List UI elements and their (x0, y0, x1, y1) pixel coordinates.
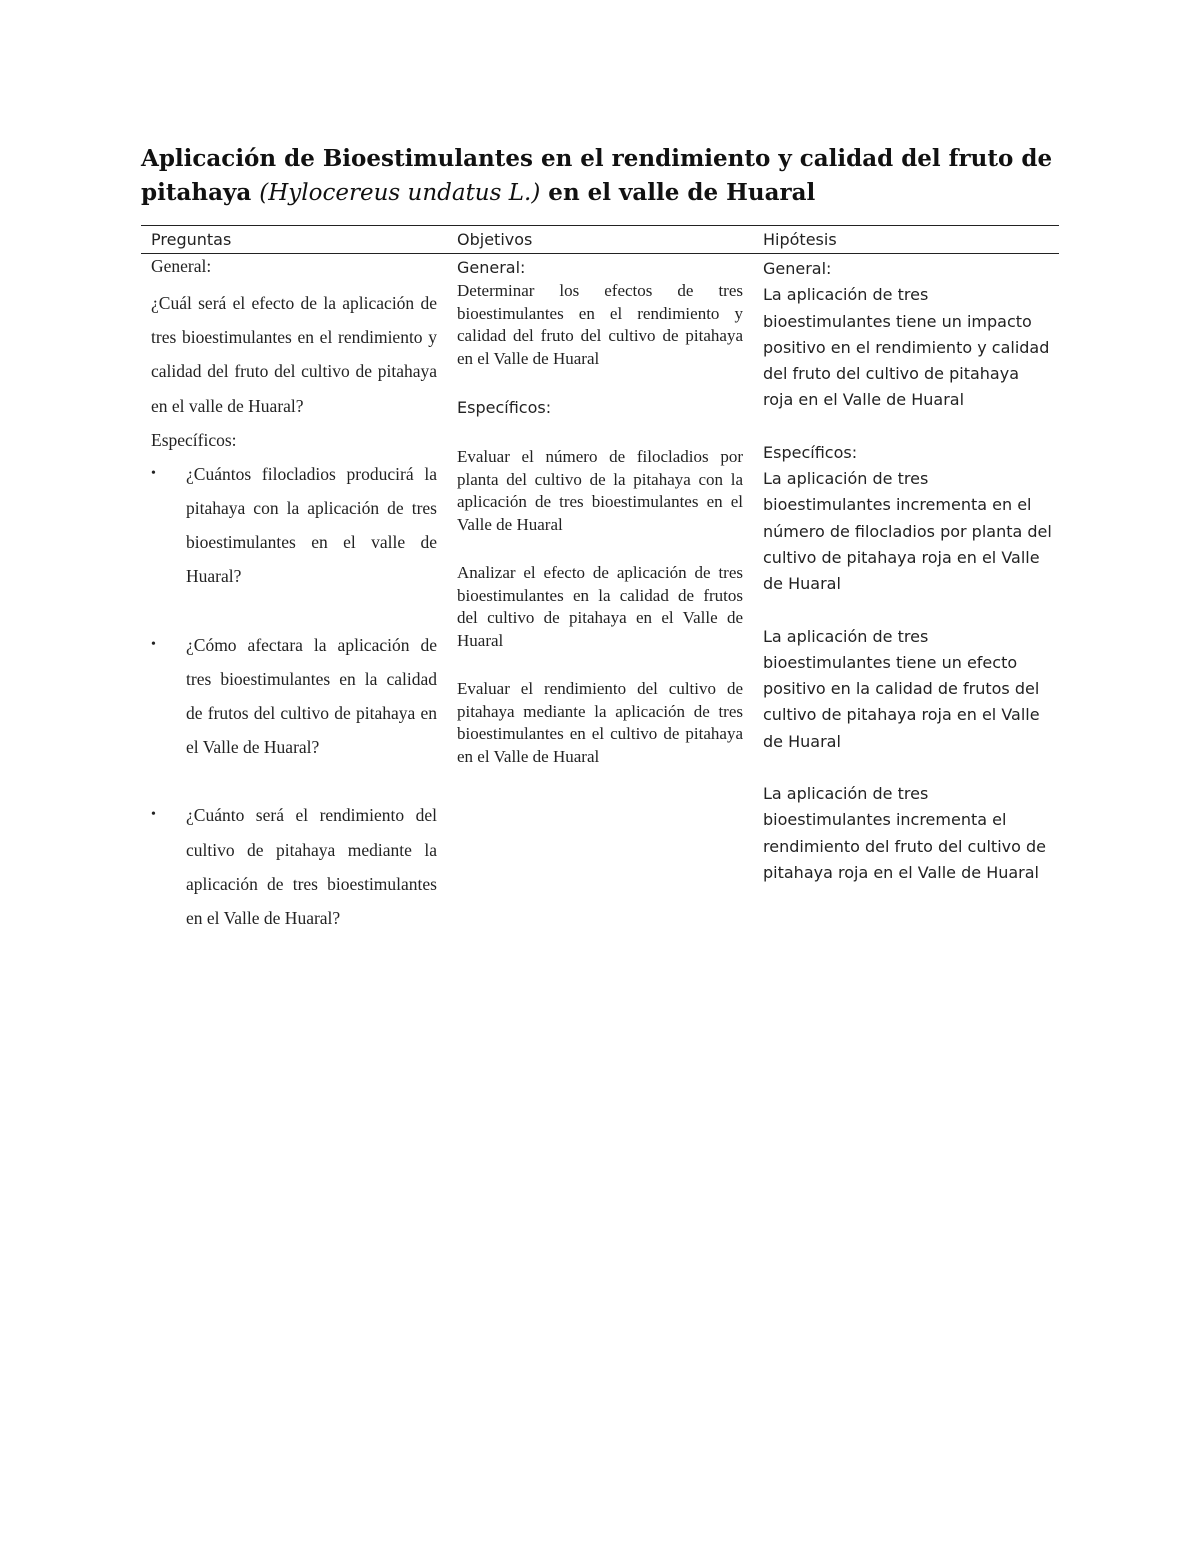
bullet-icon: • (151, 807, 156, 823)
preguntas-especificos-list (151, 457, 437, 935)
objetivo-especifico-3: Evaluar el rendimiento del cultivo de pitahaya mediante la aplicación de tres bioestimulantes en el cultivo de pitahaya en el Valle de Huaral (457, 679, 743, 766)
hipotesis-especificos-label: Específicos: (763, 442, 858, 462)
pregunta-especifica-3: ¿Cuánto será el rendimiento del cultivo de pitahaya mediante la aplicación de tres bioestimulantes en el Valle de Huaral? (186, 805, 437, 929)
title-part-1: Aplicación de Bioestimulantes en el rendimiento y calidad del fruto de pitahaya (141, 145, 1053, 206)
pregunta-especifica-1: ¿Cuántos filocladios producirá la pitahaya con la aplicación de tres bioestimulantes en el valle de Huaral? (186, 463, 437, 587)
list-item (151, 628, 437, 765)
header-hipotesis: Hipótesis (763, 230, 837, 249)
hipotesis-general-label: General: (763, 259, 832, 278)
header-preguntas: Preguntas (151, 230, 232, 249)
preguntas-especificos-label: Específicos: (151, 429, 237, 450)
table-header-border (141, 253, 1059, 254)
objetivos-especificos-label: Específicos: (457, 398, 552, 417)
objetivos-general-label: General: (457, 258, 526, 277)
hipotesis-especifica-1: La aplicación de tres bioestimulantes incrementa en el número de filocladios por planta del cultivo de pitahaya roja en el Valle de Huaral (763, 469, 1052, 594)
hipotesis-especifica-3: La aplicación de tres bioestimulantes incrementa el rendimiento del fruto del cultivo de pitahaya roja en el Valle de Huaral (763, 784, 1046, 882)
objetivo-especifico-2: Analizar el efecto de aplicación de tres bioestimulantes en la calidad de frutos del cultivo de pitahaya en el Valle de Huaral (457, 563, 743, 650)
objetivos-general-text: Determinar los efectos de tres bioestimulantes en el rendimiento y calidad del fruto del cultivo de pitahaya en el Valle de Huaral (457, 281, 743, 368)
preguntas-general-text: ¿Cuál será el efecto de la aplicación de tres bioestimulantes en el rendimiento y calidad del fruto del cultivo de pitahaya en el valle de Huaral? (151, 293, 437, 416)
header-objetivos: Objetivos (457, 230, 533, 249)
objetivo-especifico-1: Evaluar el número de filocladios por planta del cultivo de la pitahaya con la aplicación de tres bioestimulantes en el Valle de Huaral (457, 447, 743, 534)
bullet-icon: • (151, 465, 156, 481)
preguntas-column (151, 256, 437, 935)
pregunta-especifica-2: ¿Cómo afectara la aplicación de tres bioestimulantes en la calidad de frutos del cultivo de pitahaya en el Valle de Huaral? (186, 634, 437, 758)
document-title (141, 142, 1061, 210)
hipotesis-especifica-2: La aplicación de tres bioestimulantes tiene un efecto positivo en la calidad de frutos del cultivo de pitahaya roja en el Valle de Huaral (763, 626, 1040, 751)
title-scientific-name: (Hylocereus undatus L.) (259, 180, 541, 206)
title-part-2: en el valle de Huaral (540, 179, 816, 206)
preguntas-general-label: General: (151, 256, 212, 276)
bullet-icon: • (151, 636, 156, 652)
list-item (151, 457, 437, 594)
list-item (151, 798, 437, 935)
table-top-border (141, 225, 1059, 226)
hipotesis-general-text: La aplicación de tres bioestimulantes tiene un impacto positivo en el rendimiento y calidad del fruto del cultivo de pitahaya roja en el Valle de Huaral (763, 285, 1050, 410)
hipotesis-column (763, 256, 1053, 886)
objetivos-column (457, 256, 743, 768)
